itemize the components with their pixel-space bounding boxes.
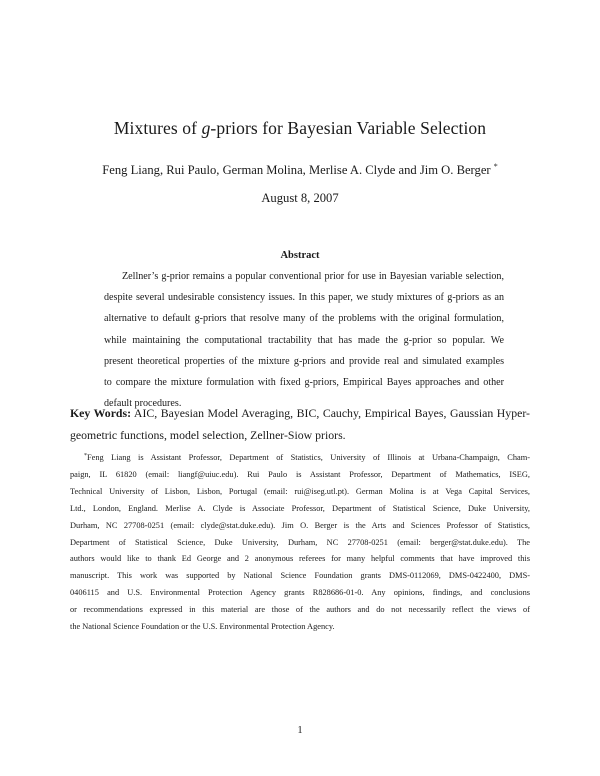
abstract-heading: Abstract bbox=[280, 250, 320, 261]
keywords-line: geometric functions, model selection, Zellner-Siow priors. bbox=[70, 427, 346, 442]
title-g-symbol: g bbox=[201, 118, 211, 138]
footnote-line: paign, IL 61820 (email: liangf@uiuc.edu). Rui Paulo is Assistant Professor, Department of Mathematics, ISEG, bbox=[70, 469, 530, 479]
keywords-section bbox=[70, 403, 530, 446]
author-footnote-mark: * bbox=[493, 162, 498, 171]
abstract-body bbox=[104, 266, 504, 414]
footnote-line: Technical University of Lisbon, Lisbon, Portugal (email: rui@iseg.utl.pt). German Molina is at Vega Capital Services, bbox=[70, 486, 530, 496]
author-footnote bbox=[70, 448, 530, 636]
keywords-label: Key Words: bbox=[70, 406, 132, 420]
page-number: 1 bbox=[297, 725, 303, 736]
footnote-line: Durham, NC 27708-0251 (email: clyde@stat.duke.edu). Jim O. Berger is the Arts and Sciences Professor of Statistics, bbox=[70, 520, 530, 530]
footnote-line: manuscript. This work was supported by National Science Foundation grants DMS-0112069, DMS-0422400, DMS- bbox=[70, 571, 530, 581]
footnote-line: or recommendations expressed in this material are those of the authors and do not necessarily reflect the views of bbox=[70, 605, 530, 615]
keywords-line bbox=[70, 403, 530, 425]
authors-text: Feng Liang, Rui Paulo, German Molina, Merlise A. Clyde and Jim O. Berger bbox=[102, 163, 491, 177]
footnote-line: authors would like to thank Ed George and 2 anonymous referees for many helpful comments that have improved this bbox=[70, 554, 530, 564]
author-list bbox=[0, 162, 600, 178]
footnote-line: the National Science Foundation or the U.S. Environmental Protection Agency. bbox=[70, 622, 335, 632]
footnote-line: 0406115 and U.S. Environmental Protection Agency grants R828686-01-0. Any opinions, findings, and conclusions bbox=[70, 588, 530, 598]
abstract-line: Zellner’s g-prior remains a popular conventional prior for use in Bayesian variable selection, bbox=[122, 271, 504, 282]
abstract-line: to compare the mixture formulation with fixed g-priors, Empirical Bayes approaches and other bbox=[104, 377, 504, 389]
abstract-line: alternative to default g-priors that resolve many of the problems with the original formulation, bbox=[104, 313, 504, 325]
paper-title bbox=[0, 118, 600, 139]
footnote-mark: * bbox=[84, 453, 87, 459]
paper-date: August 8, 2007 bbox=[261, 191, 339, 205]
keywords-text: AIC, Bayesian Model Averaging, BIC, Cauchy, Empirical Bayes, Gaussian Hyper- bbox=[133, 406, 530, 420]
title-suffix: -priors for Bayesian Variable Selection bbox=[210, 118, 487, 138]
abstract-line: despite several undesirable consistency issues. In this paper, we study mixtures of g-priors as an bbox=[104, 292, 504, 304]
footnote-text: Feng Liang is Assistant Professor, Department of Statistics, University of Illinois at Urbana-Champaign, Cham- bbox=[87, 453, 530, 462]
footnote-line bbox=[70, 448, 530, 467]
title-prefix: Mixtures of bbox=[113, 118, 202, 138]
abstract-line: while maintaining the computational tractability that has made the g-prior so popular. We bbox=[104, 334, 504, 346]
footnote-line: Department of Statistical Science, Duke University, Durham, NC 27708-0251 (email: berger@stat.duke.edu). The bbox=[70, 537, 530, 547]
abstract-line: present theoretical properties of the mixture g-priors and provide real and simulated examples bbox=[104, 355, 504, 367]
footnote-line: Ltd., London, England. Merlise A. Clyde is Associate Professor, Department of Statistical Science, Duke University, bbox=[70, 503, 530, 513]
abstract-line: default procedures. bbox=[104, 398, 182, 410]
